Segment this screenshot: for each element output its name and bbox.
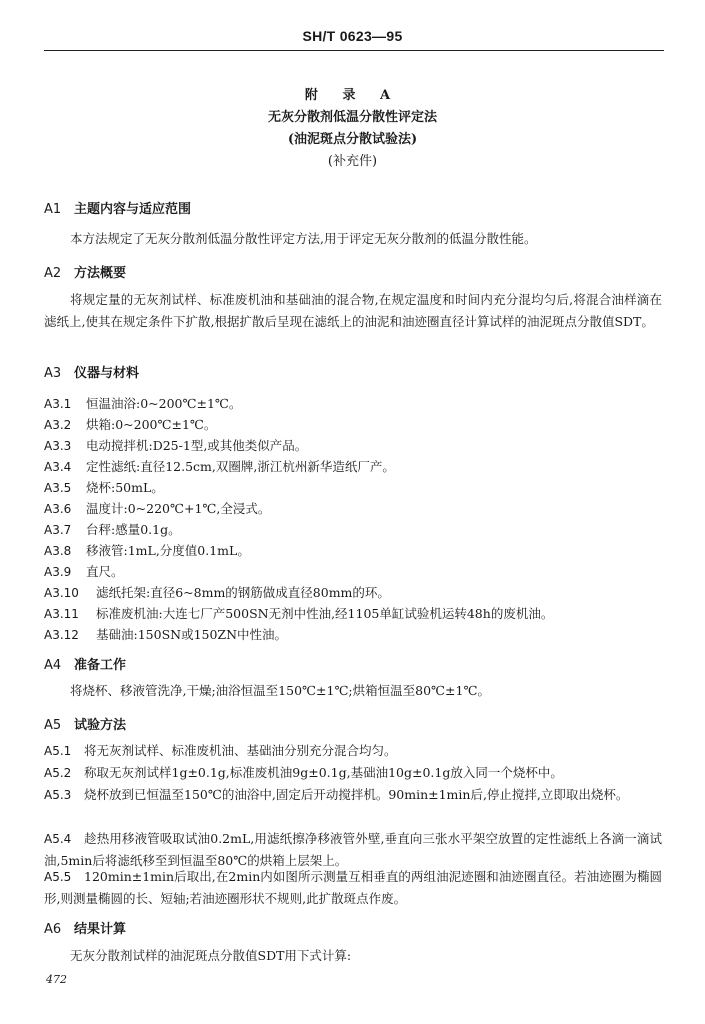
list-item bbox=[44, 436, 664, 454]
list-item bbox=[44, 762, 662, 784]
item-text: 定性滤纸:直径12.5cm,双圈牌,浙江杭州新华造纸厂产。 bbox=[86, 459, 395, 474]
section-number: A2 bbox=[44, 266, 62, 281]
list-item bbox=[44, 583, 664, 601]
section-a4-heading bbox=[44, 654, 126, 673]
item-text: 直尺。 bbox=[86, 564, 124, 579]
item-number: A3.7 bbox=[44, 523, 72, 537]
section-a4-text: 将烧杯、移液管洗净,干燥;油浴恒温至150℃±1℃;烘箱恒温至80℃±1℃。 bbox=[70, 683, 490, 698]
section-a2-text: 将规定量的无灰剂试样、标准废机油和基础油的混合物,在规定温度和时间内充分混均匀后,将混合油样滴在滤纸上,使其在规定条件下扩散,根据扩散后呈现在滤纸上的油泥和油迹圈直径计算试样的油泥斑点分散值SDT。 bbox=[44, 292, 662, 329]
list-item bbox=[44, 562, 664, 580]
item-text: 滤纸托架:直径6~8mm的钢筋做成直径80mm的环。 bbox=[96, 585, 390, 600]
step-text: 将无灰剂试样、标准废机油、基础油分别充分混合均匀。 bbox=[84, 743, 397, 758]
annex-note: (补充件) bbox=[327, 154, 378, 169]
step-text: 烧杯放到已恒温至150℃的油浴中,固定后开动搅拌机。90min±1min后,停止搅拌,立即取出烧杯。 bbox=[84, 787, 629, 802]
item-text: 烘箱:0~200℃±1℃。 bbox=[86, 417, 217, 432]
item-number: A3.12 bbox=[44, 628, 79, 642]
section-title: 仪器与材料 bbox=[74, 366, 140, 381]
section-a1-text: 本方法规定了无灰分散剂低温分散性评定方法,用于评定无灰分散剂的低温分散性能。 bbox=[70, 231, 537, 246]
item-number: A3.5 bbox=[44, 481, 72, 495]
step-number: A5.5 bbox=[44, 870, 72, 884]
list-item bbox=[44, 784, 662, 806]
section-title: 方法概要 bbox=[74, 266, 127, 281]
annex-label: 附 录 A bbox=[304, 88, 401, 103]
section-title: 结果计算 bbox=[74, 922, 127, 937]
item-text: 基础油:150SN或150ZN中性油。 bbox=[96, 627, 288, 642]
item-number: A3.2 bbox=[44, 418, 72, 432]
list-item bbox=[44, 866, 662, 910]
header-rule bbox=[44, 50, 664, 51]
step-text: 趁热用移液管吸取试油0.2mL,用滤纸擦净移液管外壁,垂直向三张水平架空放置的定性滤纸上各滴一滴试油,5min后将滤纸移至到恒温至80℃的烘箱上层架上。 bbox=[44, 831, 662, 868]
section-a6-heading bbox=[44, 918, 126, 937]
page-number: 472 bbox=[46, 973, 67, 986]
list-item bbox=[44, 415, 664, 433]
section-number: A6 bbox=[44, 922, 62, 937]
item-text: 电动搅拌机:D25-1型,或其他类似产品。 bbox=[86, 438, 308, 453]
step-number: A5.2 bbox=[44, 766, 72, 780]
list-item bbox=[44, 478, 664, 496]
step-text: 称取无灰剂试样1g±0.1g,标准废机油9g±0.1g,基础油10g±0.1g放入同一个烧杯中。 bbox=[84, 765, 563, 780]
item-number: A3.8 bbox=[44, 544, 72, 558]
annex-title: 无灰分散剂低温分散性评定法 bbox=[267, 110, 437, 125]
section-a6-text: 无灰分散剂试样的油泥斑点分散值SDT用下式计算: bbox=[70, 948, 352, 963]
list-item bbox=[44, 604, 664, 622]
item-number: A3.6 bbox=[44, 502, 72, 516]
list-item bbox=[44, 625, 664, 643]
section-a3-heading bbox=[44, 362, 139, 381]
annex-subtitle: (油泥斑点分散试验法) bbox=[287, 132, 418, 147]
step-text: 120min±1min后取出,在2min内如图所示测量互相垂直的两组油泥迹圈和油迹圈直径。若油迹圈为椭圆形,则测量椭圆的长、短轴;若油迹圈形状不规则,此扩散斑点作废。 bbox=[44, 869, 662, 906]
item-text: 台秤:感量0.1g。 bbox=[86, 522, 181, 537]
item-text: 恒温油浴:0~200℃±1℃。 bbox=[86, 396, 242, 411]
section-number: A1 bbox=[44, 202, 62, 217]
item-number: A3.11 bbox=[44, 607, 79, 621]
item-text: 标准废机油:大连七厂产500SN无剂中性油,经1105单缸试验机运转48h的废机油。 bbox=[96, 606, 554, 621]
standard-number: SH/T 0623—95 bbox=[302, 28, 403, 44]
section-a1-heading bbox=[44, 198, 191, 217]
section-number: A3 bbox=[44, 366, 62, 381]
section-number: A4 bbox=[44, 658, 62, 673]
item-text: 温度计:0~220℃+1℃,全浸式。 bbox=[86, 501, 271, 516]
list-item bbox=[44, 541, 664, 559]
step-number: A5.4 bbox=[44, 832, 72, 846]
section-a5-heading bbox=[44, 714, 126, 733]
list-item bbox=[44, 457, 664, 475]
list-item bbox=[44, 394, 664, 412]
section-a2-heading bbox=[44, 262, 126, 281]
step-number: A5.1 bbox=[44, 744, 72, 758]
list-item bbox=[44, 520, 664, 538]
item-number: A3.1 bbox=[44, 397, 72, 411]
section-title: 主题内容与适应范围 bbox=[74, 202, 192, 217]
item-number: A3.10 bbox=[44, 586, 79, 600]
section-title: 准备工作 bbox=[74, 658, 127, 673]
list-item bbox=[44, 740, 662, 762]
list-item bbox=[44, 499, 664, 517]
item-number: A3.4 bbox=[44, 460, 72, 474]
section-title: 试验方法 bbox=[74, 718, 127, 733]
item-number: A3.9 bbox=[44, 565, 72, 579]
item-text: 烧杯:50mL。 bbox=[86, 480, 164, 495]
item-text: 移液管:1mL,分度值0.1mL。 bbox=[86, 543, 250, 558]
section-number: A5 bbox=[44, 718, 62, 733]
item-number: A3.3 bbox=[44, 439, 72, 453]
step-number: A5.3 bbox=[44, 788, 72, 802]
